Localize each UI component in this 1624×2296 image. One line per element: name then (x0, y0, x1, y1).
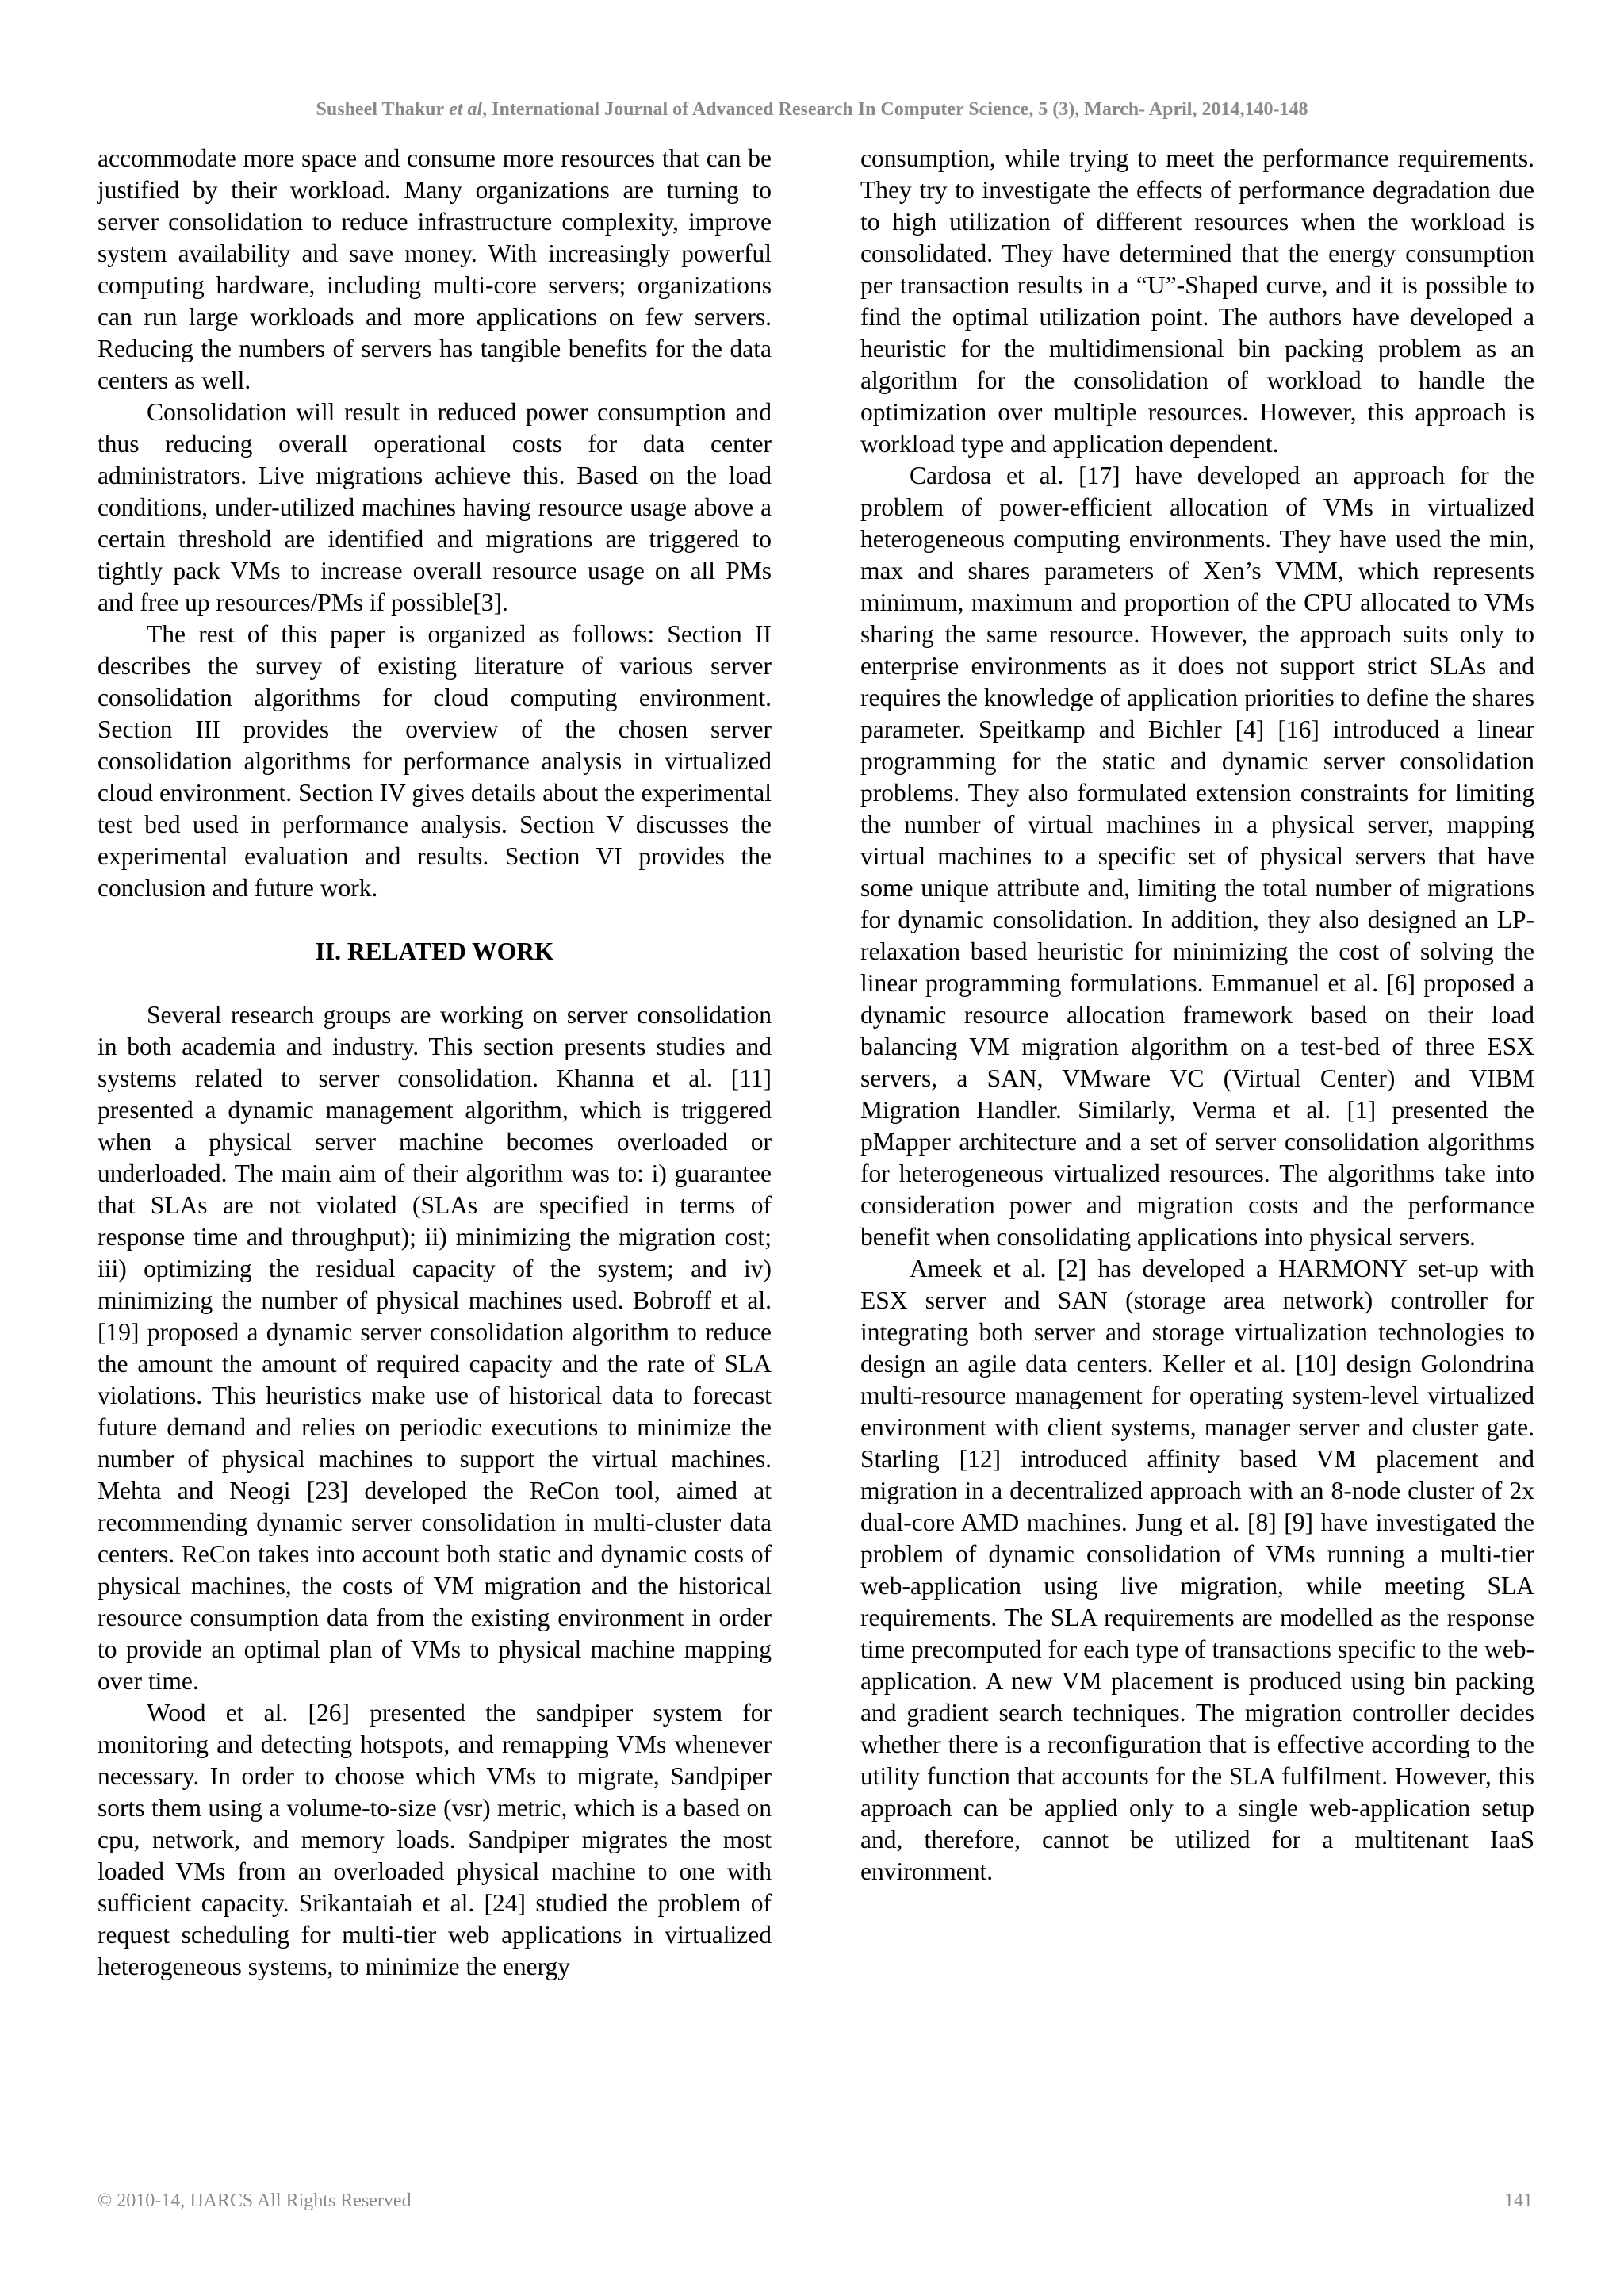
footer-copyright: © 2010-14, IJARCS All Rights Reserved (98, 2191, 412, 2211)
left-paragraph-3: The rest of this paper is organized as follows: Section II describes the survey of existing literature of various server consolidation algorithms for cloud computing environment. Section III provides the overview of the chosen server consolidation algorithms for performance analysis in virtualized cloud environment. Section IV gives details about the experimental test bed used in performance analysis. Section V discusses the experimental evaluation and results. Section VI provides the conclusion and future work. (98, 620, 772, 902)
running-header (0, 99, 1624, 121)
right-paragraph-3: Ameek et al. [2] has developed a HARMONY set-up with ESX server and SAN (storage area network) controller for integrating both server and storage virtualization technologies to design an agile data centers. Keller et al. [10] design Golondrina multi-resource management for operating system-level virtualized environment with client systems, manager server and cluster gate. Starling [12] introduced affinity based VM placement and migration in a decentralized approach with an 8-node cluster of 2x dual-core AMD machines. Jung et al. [8] [9] have investigated the problem of dynamic consolidation of VMs running a multi-tier web-application using live migration, while meeting SLA requirements. The SLA requirements are modelled as the response time precomputed for each type of transactions specific to the web-application. A new VM placement is produced using bin packing and gradient search techniques. The migration controller decides whether there is a reconfiguration that is effective according to the utility function that accounts for the SLA fulfilment. However, this approach can be applied only to a single web-application setup and, therefore, cannot be utilized for a multitenant IaaS environment. (860, 1255, 1534, 1885)
left-paragraph-1: accommodate more space and consume more resources that can be justified by their workload. Many organizations are turning to server consolidation to reduce infrastructure complexity, improve system availability and save money. With increasingly powerful computing hardware, including multi-core servers; organizations can run large workloads and more applications on few servers. Reducing the numbers of servers has tangible benefits for the data centers as well. (98, 144, 772, 394)
left-paragraph-4: Several research groups are working on server consolidation in both academia and industry. This section presents studies and systems related to server consolidation. Khanna et al. [11] presented a dynamic management algorithm, which is triggered when a physical server machine becomes overloaded or underloaded. The main aim of their algorithm was to: i) guarantee that SLAs are not violated (SLAs are specified in terms of response time and throughput); ii) minimizing the migration cost; iii) optimizing the residual capacity of the system; and iv) minimizing the number of physical machines used. Bobroff et al. [19] proposed a dynamic server consolidation algorithm to reduce the amount the amount of required capacity and the rate of SLA violations. This heuristics make use of historical data to forecast future demand and relies on periodic executions to minimize the number of physical machines to support the virtual machines. Mehta and Neogi [23] developed the ReCon tool, aimed at recommending dynamic server consolidation in multi-cluster data centers. ReCon takes into account both static and dynamic costs of physical machines, the costs of VM migration and the historical resource consumption data from the existing environment in order to provide an optimal plan of VMs to physical machine mapping over time. (98, 1001, 772, 1695)
left-paragraph-2: Consolidation will result in reduced power consumption and thus reducing overall operational costs for data center administrators. Live migrations achieve this. Based on the load conditions, under-utilized machines having resource usage above a certain threshold are identified and migrations are triggered to tightly pack VMs to increase overall resource usage on all PMs and free up resources/PMs if possible[3]. (98, 398, 772, 616)
header-author: Susheel Thakur (316, 99, 445, 120)
section-heading-related-work: II. RELATED WORK (315, 937, 554, 965)
footer-page-number: 141 (1504, 2191, 1533, 2211)
right-paragraph-2: Cardosa et al. [17] have developed an approach for the problem of power-efficient allocation of VMs in virtualized heterogeneous computing environments. They have used the min, max and shares parameters of Xen’s VMM, which represents minimum, maximum and proportion of the CPU allocated to VMs sharing the same resource. However, the approach suits only to enterprise environments as it does not support strict SLAs and requires the knowledge of application priorities to define the shares parameter. Speitkamp and Bichler [4] [16] introduced a linear programming for the static and dynamic server consolidation problems. They also formulated extension constraints for limiting the number of virtual machines in a physical server, mapping virtual machines to a specific set of physical servers that have some unique attribute and, limiting the total number of migrations for dynamic consolidation. In addition, they also designed an LP-relaxation based heuristic for minimizing the cost of solving the linear programming formulations. Emmanuel et al. [6] proposed a dynamic resource allocation framework based on their load balancing VM migration algorithm on a test-bed of three ESX servers, a SAN, VMware VC (Virtual Center) and VIBM Migration Handler. Similarly, Verma et al. [1] presented the pMapper architecture and a set of server consolidation algorithms for heterogeneous virtualized resources. The algorithms take into consideration power and migration costs and the performance benefit when consolidating applications into physical servers. (860, 462, 1534, 1251)
header-etal: et al (444, 99, 483, 120)
right-paragraph-1: consumption, while trying to meet the performance requirements. They try to investigate the effects of performance degradation due to high utilization of different resources when the workload is consolidated. They have determined that the energy consumption per transaction results in a “U”-Shaped curve, and it is possible to find the optimal utilization point. The authors have developed a heuristic for the multidimensional bin packing problem as an algorithm for the consolidation of workload to handle the optimization over multiple resources. However, this approach is workload type and application dependent. (860, 144, 1534, 458)
left-paragraph-5: Wood et al. [26] presented the sandpiper system for monitoring and detecting hotspots, and remapping VMs whenever necessary. In order to choose which VMs to migrate, Sandpiper sorts them using a volume-to-size (vsr) metric, which is a based on cpu, network, and memory loads. Sandpiper migrates the most loaded VMs from an overloaded physical machine to one with sufficient capacity. Srikantaiah et al. [24] studied the problem of request scheduling for multi-tier web applications in virtualized heterogeneous systems, to minimize the energy (98, 1699, 772, 1980)
right-column (860, 143, 1534, 1888)
header-citation: , International Journal of Advanced Research In Computer Science, 5 (3), March- April, 2014,140-148 (482, 99, 1308, 120)
left-column (98, 143, 772, 1983)
